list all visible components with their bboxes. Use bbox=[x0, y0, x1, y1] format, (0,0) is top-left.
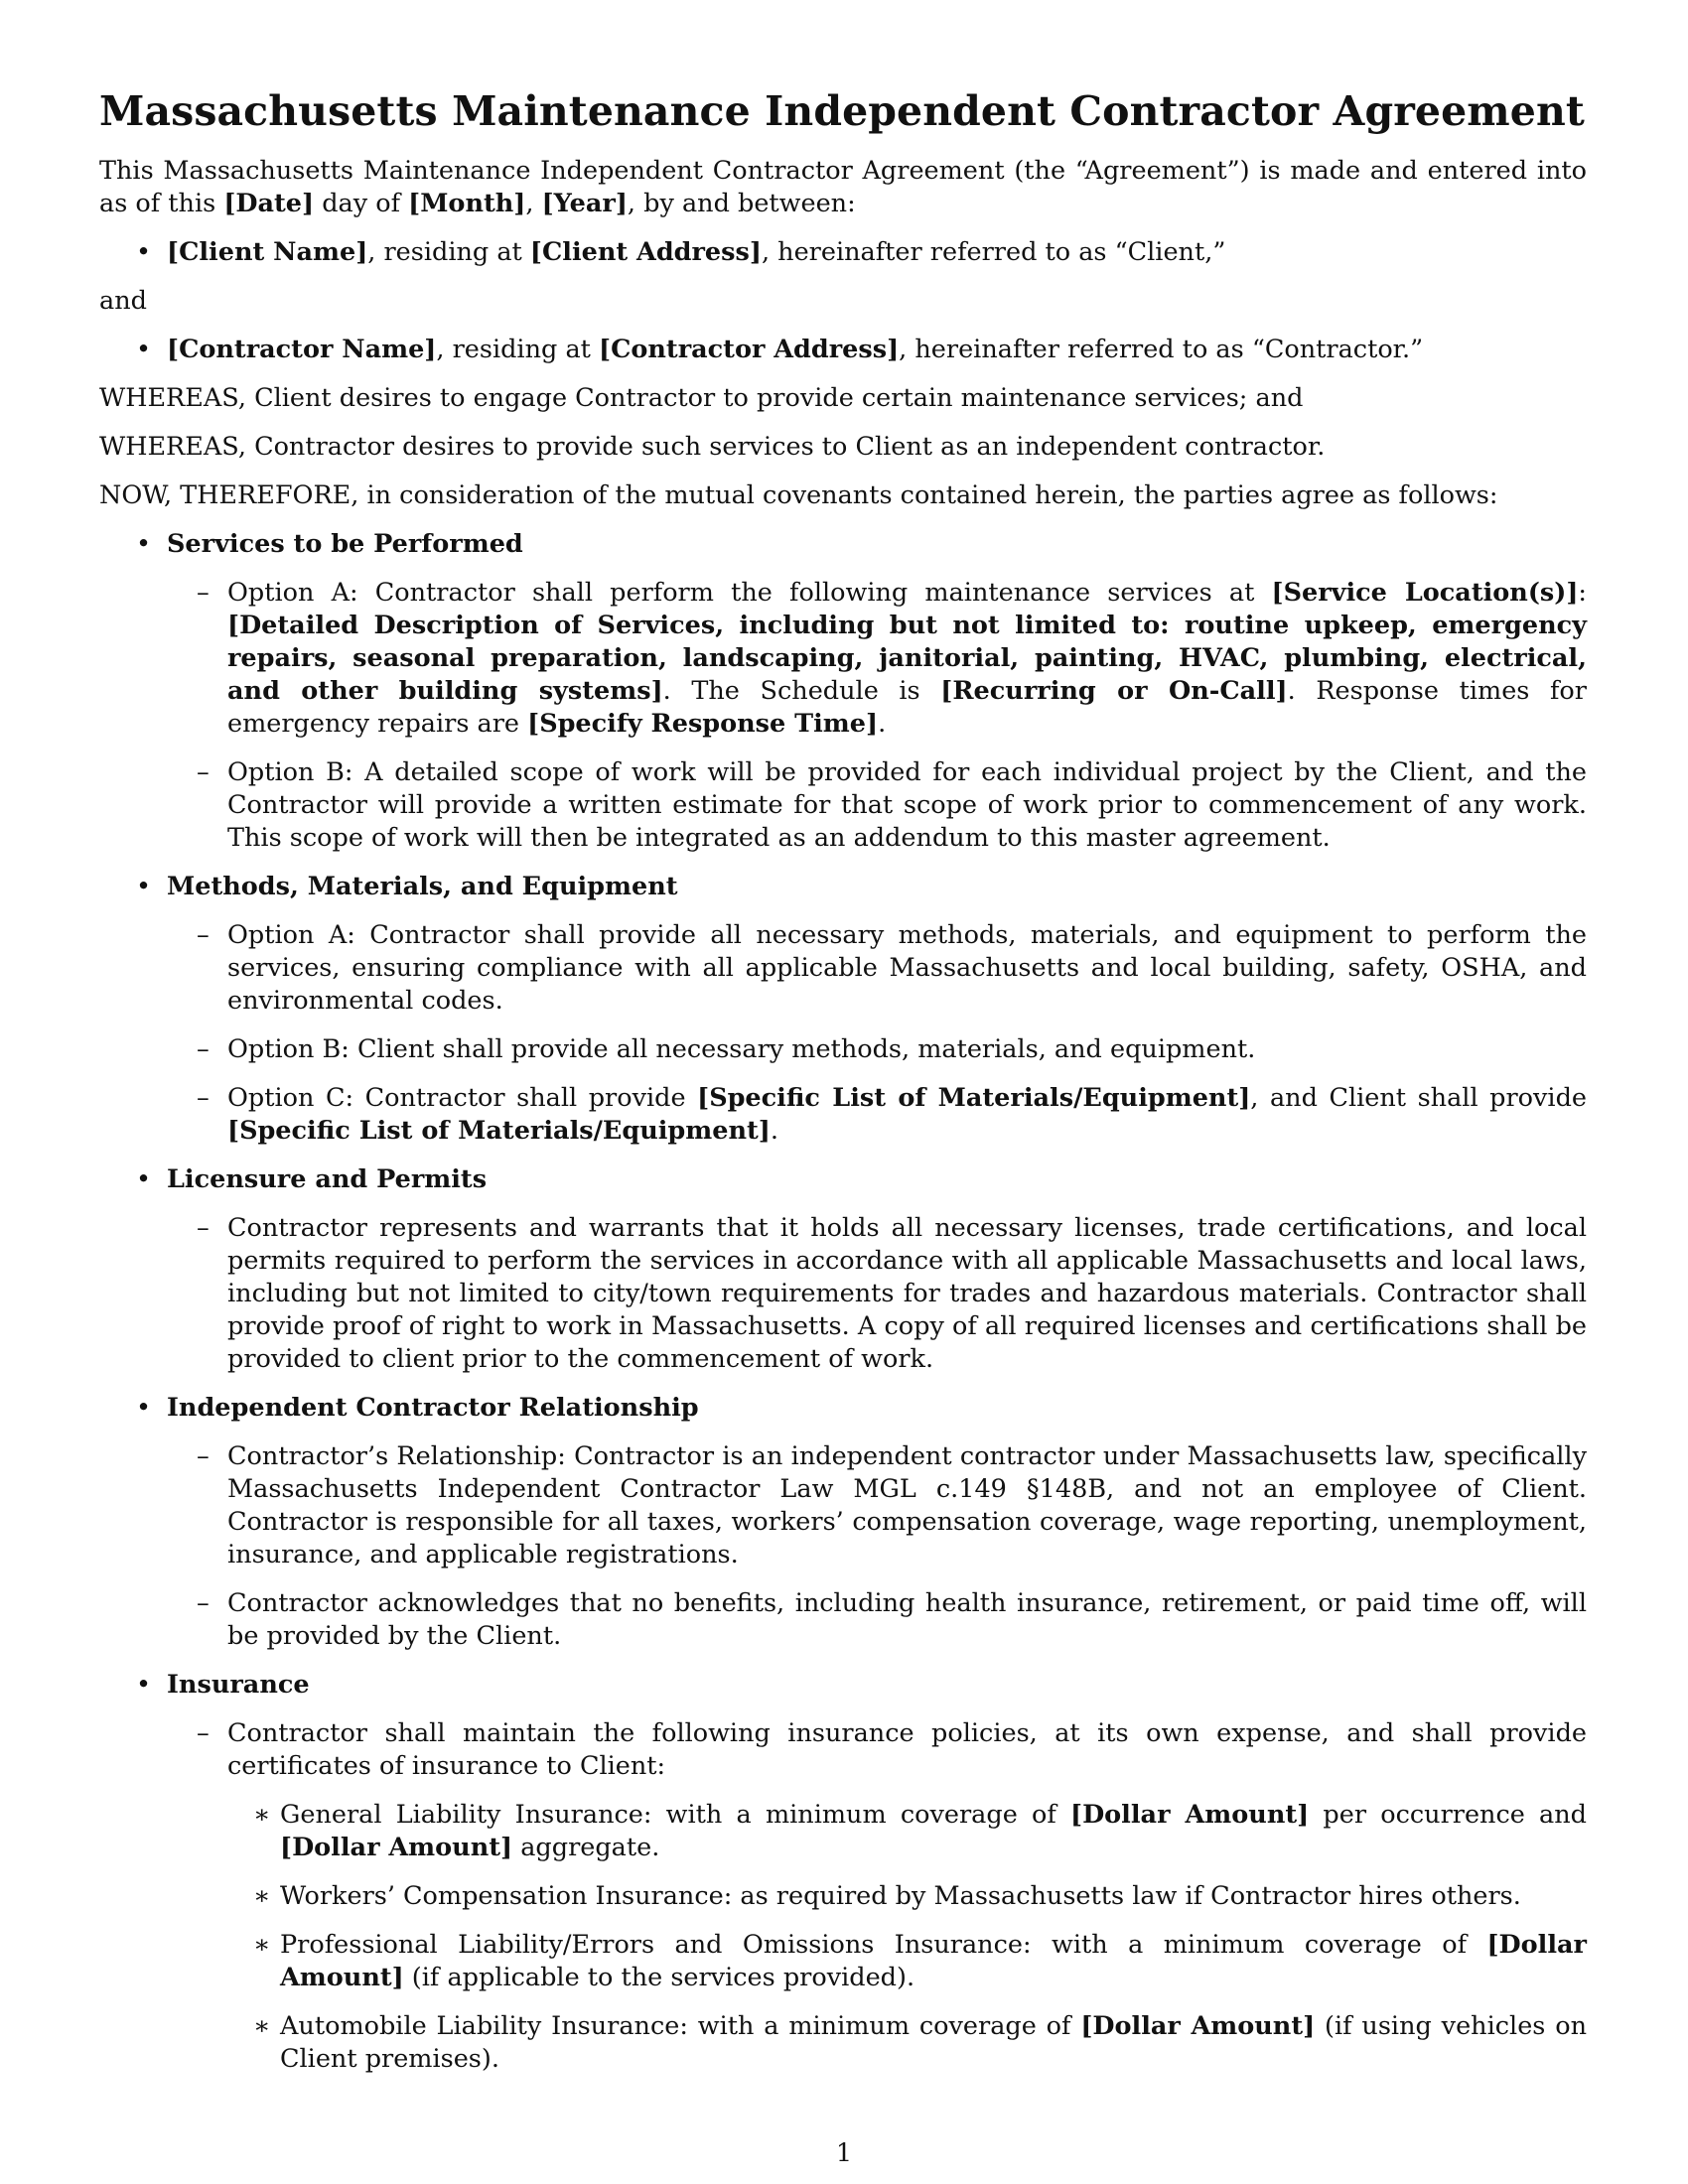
section-relationship bbox=[99, 1392, 1587, 1653]
bullet-icon: • bbox=[136, 1670, 152, 1700]
insurance-item bbox=[227, 1880, 1587, 1913]
option-item bbox=[167, 1082, 1587, 1148]
section-list bbox=[99, 528, 1587, 2076]
party-text: , residing at bbox=[367, 237, 530, 267]
insurance-text: Professional Liability/Errors and Omissions Insurance: with a minimum coverage of bbox=[280, 1930, 1487, 1960]
clause-text: Contractor acknowledges that no benefits, including health insurance, retirement, or paid time off, will be provided by the Client. bbox=[227, 1588, 1587, 1651]
dash-icon: – bbox=[197, 1213, 210, 1243]
option-item bbox=[167, 756, 1587, 855]
now-therefore-clause: NOW, THEREFORE, in consideration of the mutual covenants contained herein, the parties agree as follows: bbox=[99, 480, 1498, 510]
insurance-text: (if using vehicles on Client premises). bbox=[280, 2011, 1587, 2074]
placeholder-field: [Dollar Amount] bbox=[280, 1930, 1587, 1992]
party-text: , residing at bbox=[436, 335, 599, 364]
section-title: Licensure and Permits bbox=[167, 1164, 488, 1194]
placeholder-field: [Service Location(s)] bbox=[1271, 578, 1579, 608]
insurance-item bbox=[227, 1929, 1587, 1994]
placeholder-field: [Detailed Description of Services, including but not limited to: routine upkeep, emergency repairs, seasonal preparation, landscaping, janitorial, painting, HVAC, plumbing, electrical, and other building systems] bbox=[227, 611, 1587, 706]
bullet-icon: • bbox=[136, 1393, 152, 1423]
option-text: , and Client shall provide bbox=[1250, 1083, 1587, 1113]
page-number: 1 bbox=[835, 2138, 853, 2168]
client-name-placeholder: [Client Name] bbox=[167, 237, 368, 267]
option-text: Option B: A detailed scope of work will be provided for each individual project by the Client, and the Contractor will provide a written estimate for that scope of work prior to commencement of any work. This scope of work will then be integrated as an addendum to this master agreement. bbox=[227, 757, 1587, 853]
bullet-icon: • bbox=[136, 872, 152, 901]
option-item bbox=[167, 919, 1587, 1018]
intro-paragraph bbox=[99, 155, 1587, 220]
date-placeholder: [Date] bbox=[223, 189, 315, 218]
month-placeholder: [Month] bbox=[408, 189, 526, 218]
insurance-item bbox=[227, 1799, 1587, 1864]
bullet-icon: • bbox=[136, 1164, 152, 1194]
party-list bbox=[99, 236, 1587, 269]
clause-item bbox=[167, 1440, 1587, 1571]
placeholder-field: [Dollar Amount] bbox=[1070, 1800, 1310, 1830]
placeholder-field: [Dollar Amount] bbox=[280, 1833, 513, 1862]
option-list bbox=[167, 1212, 1587, 1376]
bullet-icon: • bbox=[136, 529, 152, 559]
option-text: . Response times for emergency repairs are bbox=[227, 676, 1587, 739]
bullet-icon: • bbox=[136, 237, 152, 267]
and-text: and bbox=[99, 286, 147, 316]
party-client bbox=[99, 236, 1587, 269]
placeholder-field: [Dollar Amount] bbox=[1080, 2011, 1316, 2041]
bullet-icon: • bbox=[136, 335, 152, 364]
insurance-text: (if applicable to the services provided). bbox=[403, 1963, 915, 1992]
document-page bbox=[99, 85, 1587, 2092]
insurance-item bbox=[227, 2010, 1587, 2076]
whereas-clause: WHEREAS, Client desires to engage Contractor to provide certain maintenance services; and bbox=[99, 383, 1304, 413]
insurance-text: aggregate. bbox=[512, 1833, 660, 1862]
clause-text: Contractor shall maintain the following insurance policies, at its own expense, and shall provide certificates of insurance to Client: bbox=[227, 1718, 1587, 1781]
section-title: Independent Contractor Relationship bbox=[167, 1393, 699, 1423]
option-text: Option A: Contractor shall perform the following maintenance services at bbox=[227, 578, 1272, 608]
dash-icon: – bbox=[197, 1588, 210, 1618]
dash-icon: – bbox=[197, 1034, 210, 1064]
asterisk-icon: ∗ bbox=[253, 1930, 271, 1960]
whereas-clause: WHEREAS, Contractor desires to provide such services to Client as an independent contractor. bbox=[99, 432, 1326, 462]
option-text: Option A: Contractor shall provide all necessary methods, materials, and equipment to perform the services, ensuring compliance with all applicable Massachusetts and local building, safety, OSHA, and environmental codes. bbox=[227, 920, 1587, 1016]
section-insurance bbox=[99, 1669, 1587, 2076]
clause-text: Contractor represents and warrants that it holds all necessary licenses, trade certifications, and local permits required to perform the services in accordance with all applicable Massachusetts and local laws, including but not limited to city/town requirements for trades and hazardous materials. Contractor shall provide proof of right to work in Massachusetts. A copy of all required licenses and certifications shall be provided to client prior to the commencement of work. bbox=[227, 1213, 1587, 1374]
party-contractor bbox=[99, 334, 1587, 366]
intro-text: This Massachusetts Maintenance Independent Contractor Agreement (the “Agreement”) is made and entered into as of this bbox=[99, 156, 1587, 218]
dash-icon: – bbox=[197, 1718, 210, 1748]
section-services bbox=[99, 528, 1587, 855]
contractor-address-placeholder: [Contractor Address] bbox=[599, 335, 900, 364]
intro-text: , bbox=[525, 189, 542, 218]
insurance-text: Workers’ Compensation Insurance: as required by Massachusetts law if Contractor hires others. bbox=[280, 1881, 1521, 1911]
placeholder-field: [Specify Response Time] bbox=[527, 709, 879, 739]
option-list bbox=[167, 1717, 1587, 2076]
client-address-placeholder: [Client Address] bbox=[529, 237, 762, 267]
option-text: . bbox=[770, 1116, 778, 1146]
dash-icon: – bbox=[197, 1441, 210, 1471]
asterisk-icon: ∗ bbox=[253, 1800, 271, 1830]
option-text: Option C: Contractor shall provide bbox=[227, 1083, 698, 1113]
intro-text: day of bbox=[314, 189, 409, 218]
placeholder-field: [Specific List of Materials/Equipment] bbox=[227, 1116, 771, 1146]
party-text: , hereinafter referred to as “Client,” bbox=[761, 237, 1226, 267]
intro-text: , by and between: bbox=[627, 189, 856, 218]
dash-icon: – bbox=[197, 578, 210, 608]
section-title: Methods, Materials, and Equipment bbox=[167, 872, 678, 901]
placeholder-field: [Specific List of Materials/Equipment] bbox=[697, 1083, 1251, 1113]
document-title: Massachusetts Maintenance Independent Contractor Agreement bbox=[99, 87, 1585, 135]
section-methods bbox=[99, 871, 1587, 1148]
asterisk-icon: ∗ bbox=[253, 2011, 271, 2041]
option-list bbox=[167, 577, 1587, 855]
clause-item bbox=[167, 1717, 1587, 2076]
option-text: Option B: Client shall provide all necessary methods, materials, and equipment. bbox=[227, 1034, 1256, 1064]
section-licensure bbox=[99, 1163, 1587, 1376]
dash-icon: – bbox=[197, 920, 210, 950]
section-title: Insurance bbox=[167, 1670, 310, 1700]
dash-icon: – bbox=[197, 757, 210, 787]
option-text: : bbox=[1578, 578, 1587, 608]
option-list bbox=[167, 919, 1587, 1148]
contractor-name-placeholder: [Contractor Name] bbox=[167, 335, 437, 364]
party-text: , hereinafter referred to as “Contractor.” bbox=[899, 335, 1424, 364]
clause-text: Contractor’s Relationship: Contractor is an independent contractor under Massachusetts law, specifically Massachusetts Independent Contractor Law MGL c.149 §148B, and not an employee of Client. Contractor is responsible for all taxes, workers’ compensation coverage, wage reporting, unemployment, insurance, and applicable registrations. bbox=[227, 1441, 1587, 1570]
insurance-list bbox=[227, 1799, 1587, 2076]
option-list bbox=[167, 1440, 1587, 1653]
clause-item bbox=[167, 1212, 1587, 1376]
year-placeholder: [Year] bbox=[541, 189, 628, 218]
option-item bbox=[167, 1033, 1587, 1066]
insurance-text: per occurrence and bbox=[1309, 1800, 1587, 1830]
asterisk-icon: ∗ bbox=[253, 1881, 271, 1911]
option-item bbox=[167, 577, 1587, 741]
dash-icon: – bbox=[197, 1083, 210, 1113]
insurance-text: General Liability Insurance: with a minimum coverage of bbox=[280, 1800, 1070, 1830]
insurance-text: Automobile Liability Insurance: with a minimum coverage of bbox=[280, 2011, 1081, 2041]
option-text: . bbox=[878, 709, 887, 739]
section-title: Services to be Performed bbox=[167, 529, 523, 559]
party-list bbox=[99, 334, 1587, 366]
placeholder-field: [Recurring or On-Call] bbox=[940, 676, 1288, 706]
option-text: . The Schedule is bbox=[662, 676, 941, 706]
clause-item bbox=[167, 1587, 1587, 1653]
